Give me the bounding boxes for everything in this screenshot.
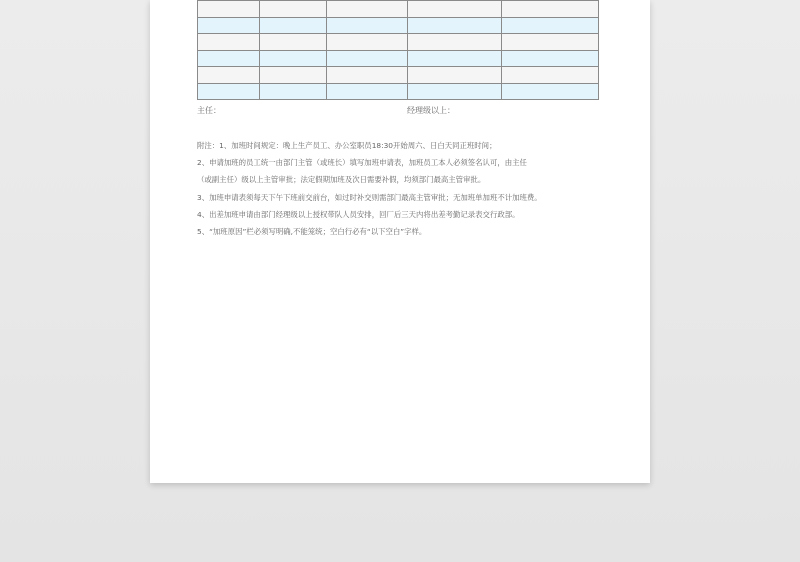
notes-section [197,137,607,240]
table-row [198,67,599,84]
table-cell[interactable] [198,1,260,18]
table-row [198,1,599,18]
table-cell[interactable] [502,67,599,84]
table-cell[interactable] [198,34,260,51]
table-row [198,17,599,34]
table-row [198,83,599,100]
director-signature-label: 主任： [197,106,221,115]
table-row [198,50,599,67]
table-cell[interactable] [408,67,502,84]
table-cell[interactable] [327,1,408,18]
table-cell[interactable] [198,50,260,67]
table-cell[interactable] [327,17,408,34]
table-cell[interactable] [408,17,502,34]
note-line: 4、出差加班申请由部门经理级以上授权带队人员安排，回厂后三天内将出差考勤记录表交行政部。 [197,209,520,219]
table-cell[interactable] [408,50,502,67]
table-cell[interactable] [260,67,327,84]
table-cell[interactable] [408,1,502,18]
document-page [150,0,650,483]
table-cell[interactable] [260,34,327,51]
table-cell[interactable] [327,67,408,84]
table-cell[interactable] [502,50,599,67]
table-row [198,34,599,51]
note-line: （或副主任）级以上主管审批；法定假期加班及次日需要补假，均须部门最高主管审批。 [197,175,486,185]
note-line: 3、加班申请表须每天下午下班前交前台，如过时补交则需部门最高主管审批；无加班单加班不计加班费。 [197,192,542,202]
note-line: 附注：1、加班时间规定：晚上生产员工、办公室职员18:30开始周六、日白天同正班时间； [197,141,497,150]
table-cell[interactable] [327,83,408,100]
manager-signature-label: 经理级以上： [407,106,455,115]
table-cell[interactable] [327,34,408,51]
table-cell[interactable] [408,34,502,51]
table-cell[interactable] [198,17,260,34]
table-cell[interactable] [502,83,599,100]
table-cell[interactable] [198,83,260,100]
table-cell[interactable] [260,83,327,100]
overtime-table [197,0,599,100]
table-cell[interactable] [260,17,327,34]
note-line: 2、申请加班的员工统一由部门主管（或班长）填写加班申请表，加班员工本人必须签名认可，由主任 [197,158,527,168]
table-cell[interactable] [198,67,260,84]
table-cell[interactable] [260,1,327,18]
table-cell[interactable] [260,50,327,67]
table-cell[interactable] [502,1,599,18]
table-cell[interactable] [408,83,502,100]
table-cell[interactable] [502,34,599,51]
table-cell[interactable] [327,50,408,67]
overtime-table-wrapper [197,0,599,100]
note-line: 5、“加班原因”栏必须写明确,不能笼统；空白行必有“以下空白”字样。 [197,227,427,237]
table-cell[interactable] [502,17,599,34]
